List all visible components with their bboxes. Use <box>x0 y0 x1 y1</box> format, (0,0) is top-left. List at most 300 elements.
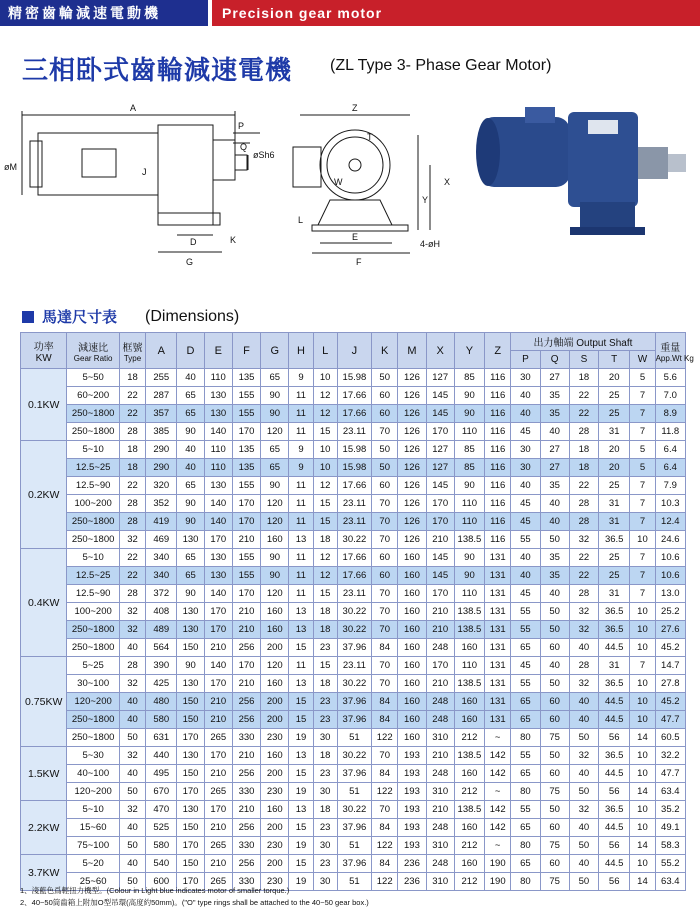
value-cell: 50 <box>569 783 598 801</box>
table-row <box>21 639 686 657</box>
value-cell: 126 <box>398 423 426 441</box>
value-cell: 37.96 <box>337 765 371 783</box>
value-cell: 116 <box>485 369 511 387</box>
value-cell: 12 <box>313 549 337 567</box>
value-cell: 110 <box>454 585 484 603</box>
value-cell: 50 <box>540 621 569 639</box>
value-cell: 138.5 <box>454 531 484 549</box>
value-cell: 40 <box>540 513 569 531</box>
value-cell: 130 <box>177 801 204 819</box>
value-cell: 36.5 <box>599 675 630 693</box>
value-cell: 55 <box>511 675 540 693</box>
value-cell: 30.22 <box>337 801 371 819</box>
value-cell: 170 <box>232 495 260 513</box>
value-cell: 116 <box>485 387 511 405</box>
value-cell: 13 <box>289 801 313 819</box>
value-cell: 40 <box>511 405 540 423</box>
value-cell: 22 <box>119 549 145 567</box>
value-cell: 32 <box>119 801 145 819</box>
value-cell: 160 <box>261 621 289 639</box>
value-cell: 145 <box>426 549 454 567</box>
value-cell: 170 <box>177 837 204 855</box>
col-Z: Z <box>485 333 511 369</box>
value-cell: 126 <box>398 477 426 495</box>
value-cell: 65 <box>177 549 204 567</box>
value-cell: 160 <box>398 621 426 639</box>
value-cell: 22 <box>119 405 145 423</box>
label-Sh6: øSh6 <box>253 150 275 160</box>
value-cell: 150 <box>177 693 204 711</box>
value-cell: 35.2 <box>655 801 685 819</box>
value-cell: 45 <box>511 585 540 603</box>
value-cell: 255 <box>146 369 177 387</box>
value-cell: 210 <box>232 675 260 693</box>
value-cell: 340 <box>146 549 177 567</box>
value-cell: 193 <box>398 801 426 819</box>
value-cell: 10 <box>630 819 655 837</box>
ratio-cell: 12.5~25 <box>67 459 119 477</box>
value-cell: 18 <box>313 603 337 621</box>
value-cell: 248 <box>426 819 454 837</box>
value-cell: 419 <box>146 513 177 531</box>
value-cell: 248 <box>426 711 454 729</box>
value-cell: 138.5 <box>454 603 484 621</box>
value-cell: 18 <box>313 801 337 819</box>
value-cell: 256 <box>232 855 260 873</box>
value-cell: 36.5 <box>599 621 630 639</box>
value-cell: 47.7 <box>655 765 685 783</box>
label-L: L <box>298 215 304 225</box>
value-cell: 155 <box>232 387 260 405</box>
value-cell: 44.5 <box>599 693 630 711</box>
value-cell: 19 <box>289 783 313 801</box>
value-cell: 36.5 <box>599 747 630 765</box>
value-cell: 170 <box>426 513 454 531</box>
value-cell: 49.1 <box>655 819 685 837</box>
value-cell: 30 <box>511 459 540 477</box>
value-cell: 11 <box>289 387 313 405</box>
value-cell: 110 <box>454 423 484 441</box>
value-cell: 55 <box>511 747 540 765</box>
value-cell: 30 <box>511 441 540 459</box>
value-cell: 265 <box>204 837 232 855</box>
value-cell: 84 <box>372 639 398 657</box>
value-cell: 63.4 <box>655 783 685 801</box>
value-cell: 45 <box>511 495 540 513</box>
value-cell: 90 <box>177 585 204 603</box>
gear-motor-photo <box>470 92 690 242</box>
value-cell: 10 <box>630 765 655 783</box>
table-row <box>21 513 686 531</box>
value-cell: 525 <box>146 819 177 837</box>
ratio-cell: 25~60 <box>67 873 119 891</box>
value-cell: 90 <box>261 405 289 423</box>
col-A: A <box>146 333 177 369</box>
value-cell: 170 <box>426 423 454 441</box>
value-cell: 70 <box>372 585 398 603</box>
value-cell: 14 <box>630 837 655 855</box>
value-cell: 23 <box>313 693 337 711</box>
value-cell: 11.8 <box>655 423 685 441</box>
footnote-2: 2、40~50筒齒箱上附加O型吊環(高度約50mm)。("O" type rings shall be attached to the 40~50 gear box.) <box>20 898 369 907</box>
value-cell: 32 <box>569 603 598 621</box>
value-cell: 10 <box>630 747 655 765</box>
value-cell: 50 <box>372 459 398 477</box>
value-cell: 13 <box>289 675 313 693</box>
value-cell: 60 <box>372 477 398 495</box>
value-cell: 130 <box>177 747 204 765</box>
col-E: E <box>204 333 232 369</box>
value-cell: 17.66 <box>337 549 371 567</box>
value-cell: 310 <box>426 873 454 891</box>
value-cell: 32 <box>119 747 145 765</box>
value-cell: 131 <box>485 675 511 693</box>
value-cell: 116 <box>485 459 511 477</box>
value-cell: 17.66 <box>337 387 371 405</box>
value-cell: 40 <box>540 495 569 513</box>
value-cell: 265 <box>204 729 232 747</box>
value-cell: 80 <box>511 837 540 855</box>
value-cell: 160 <box>398 657 426 675</box>
value-cell: 170 <box>426 585 454 603</box>
value-cell: 160 <box>454 819 484 837</box>
value-cell: 50 <box>540 603 569 621</box>
value-cell: 210 <box>426 621 454 639</box>
value-cell: 51 <box>337 873 371 891</box>
value-cell: 122 <box>372 873 398 891</box>
banner-zh: 精密齒輪減速電動機 <box>8 6 161 22</box>
table-row <box>21 495 686 513</box>
value-cell: 30 <box>313 729 337 747</box>
value-cell: 90 <box>454 549 484 567</box>
value-cell: 40 <box>540 585 569 603</box>
value-cell: 17.66 <box>337 477 371 495</box>
value-cell: 385 <box>146 423 177 441</box>
value-cell: 55.2 <box>655 855 685 873</box>
value-cell: 230 <box>261 837 289 855</box>
value-cell: 30.22 <box>337 621 371 639</box>
value-cell: 23.11 <box>337 495 371 513</box>
value-cell: 40 <box>540 657 569 675</box>
value-cell: 210 <box>232 603 260 621</box>
value-cell: 50 <box>119 873 145 891</box>
value-cell: 40 <box>119 819 145 837</box>
ratio-cell: 12.5~25 <box>67 567 119 585</box>
value-cell: 15.98 <box>337 441 371 459</box>
value-cell: 126 <box>398 495 426 513</box>
value-cell: 142 <box>485 765 511 783</box>
value-cell: 145 <box>426 405 454 423</box>
value-cell: 35 <box>540 477 569 495</box>
ratio-cell: 120~200 <box>67 693 119 711</box>
value-cell: 670 <box>146 783 177 801</box>
value-cell: 138.5 <box>454 675 484 693</box>
value-cell: 40 <box>119 639 145 657</box>
value-cell: 155 <box>232 405 260 423</box>
value-cell: 210 <box>204 855 232 873</box>
label-Z: Z <box>352 103 358 113</box>
power-cell: 0.4KW <box>21 549 67 657</box>
value-cell: 18 <box>569 459 598 477</box>
value-cell: 80 <box>511 873 540 891</box>
value-cell: 425 <box>146 675 177 693</box>
value-cell: 7.0 <box>655 387 685 405</box>
col-T: T <box>599 351 630 369</box>
value-cell: 30 <box>313 837 337 855</box>
value-cell: 32 <box>569 621 598 639</box>
value-cell: 170 <box>177 873 204 891</box>
value-cell: 35 <box>540 387 569 405</box>
value-cell: 37.96 <box>337 639 371 657</box>
value-cell: 70 <box>372 423 398 441</box>
value-cell: 170 <box>177 783 204 801</box>
value-cell: 10 <box>313 369 337 387</box>
value-cell: 28 <box>119 657 145 675</box>
value-cell: 18 <box>313 621 337 639</box>
value-cell: 56 <box>599 837 630 855</box>
value-cell: 9 <box>289 459 313 477</box>
value-cell: 32 <box>569 747 598 765</box>
value-cell: 63.4 <box>655 873 685 891</box>
table-row <box>21 531 686 549</box>
value-cell: 55 <box>511 531 540 549</box>
ratio-cell: 60~200 <box>67 387 119 405</box>
value-cell: 357 <box>146 405 177 423</box>
value-cell: 210 <box>204 711 232 729</box>
value-cell: 44.5 <box>599 765 630 783</box>
value-cell: 200 <box>261 765 289 783</box>
value-cell: 40 <box>569 765 598 783</box>
table-row <box>21 405 686 423</box>
value-cell: 80 <box>511 783 540 801</box>
value-cell: 155 <box>232 567 260 585</box>
value-cell: 30.22 <box>337 675 371 693</box>
value-cell: 25 <box>599 387 630 405</box>
label-M: øM <box>4 162 17 172</box>
value-cell: 37.96 <box>337 819 371 837</box>
value-cell: 140 <box>204 495 232 513</box>
value-cell: 10.3 <box>655 495 685 513</box>
value-cell: 160 <box>261 531 289 549</box>
ratio-cell: 250~1800 <box>67 639 119 657</box>
value-cell: 170 <box>204 621 232 639</box>
value-cell: 13 <box>289 747 313 765</box>
value-cell: 50 <box>540 531 569 549</box>
value-cell: 210 <box>204 693 232 711</box>
page-subtitle: (ZL Type 3- Phase Gear Motor) <box>330 57 552 74</box>
value-cell: 120 <box>261 495 289 513</box>
value-cell: 7 <box>630 405 655 423</box>
value-cell: 130 <box>177 531 204 549</box>
value-cell: 5 <box>630 441 655 459</box>
value-cell: 44.5 <box>599 855 630 873</box>
value-cell: 18 <box>313 675 337 693</box>
value-cell: 160 <box>454 855 484 873</box>
value-cell: 160 <box>454 765 484 783</box>
page-title: 三相卧式齒輪減速電機 <box>22 56 293 86</box>
value-cell: 7 <box>630 567 655 585</box>
value-cell: 212 <box>454 729 484 747</box>
value-cell: 27.8 <box>655 675 685 693</box>
value-cell: 35 <box>540 549 569 567</box>
value-cell: 27 <box>540 459 569 477</box>
value-cell: 44.5 <box>599 639 630 657</box>
value-cell: 116 <box>485 441 511 459</box>
value-cell: 51 <box>337 783 371 801</box>
value-cell: 23 <box>313 711 337 729</box>
value-cell: 84 <box>372 693 398 711</box>
value-cell: 65 <box>511 711 540 729</box>
ratio-cell: 75~100 <box>67 837 119 855</box>
value-cell: 122 <box>372 729 398 747</box>
value-cell: 580 <box>146 711 177 729</box>
value-cell: 160 <box>454 639 484 657</box>
value-cell: 210 <box>232 747 260 765</box>
value-cell: 210 <box>426 603 454 621</box>
col-power: 功率 KW <box>21 333 67 369</box>
value-cell: 210 <box>426 801 454 819</box>
value-cell: 18 <box>119 459 145 477</box>
value-cell: 56 <box>599 873 630 891</box>
ratio-cell: 40~100 <box>67 765 119 783</box>
ratio-cell: 250~1800 <box>67 729 119 747</box>
value-cell: 65 <box>511 855 540 873</box>
value-cell: 40 <box>177 369 204 387</box>
value-cell: 210 <box>204 639 232 657</box>
value-cell: 7 <box>630 585 655 603</box>
value-cell: 160 <box>261 801 289 819</box>
value-cell: 256 <box>232 711 260 729</box>
value-cell: 142 <box>485 819 511 837</box>
value-cell: 256 <box>232 639 260 657</box>
value-cell: 31 <box>599 423 630 441</box>
value-cell: 60.5 <box>655 729 685 747</box>
table-row <box>21 477 686 495</box>
value-cell: 28 <box>119 495 145 513</box>
value-cell: 15 <box>313 423 337 441</box>
value-cell: 50 <box>540 747 569 765</box>
value-cell: 126 <box>398 459 426 477</box>
value-cell: 23 <box>313 765 337 783</box>
value-cell: 32 <box>119 603 145 621</box>
value-cell: 127 <box>426 441 454 459</box>
value-cell: 50 <box>569 837 598 855</box>
value-cell: 25 <box>599 405 630 423</box>
value-cell: 580 <box>146 837 177 855</box>
value-cell: 10.6 <box>655 567 685 585</box>
table-row <box>21 783 686 801</box>
value-cell: 10.6 <box>655 549 685 567</box>
value-cell: 200 <box>261 711 289 729</box>
value-cell: 65 <box>261 369 289 387</box>
value-cell: 30.22 <box>337 747 371 765</box>
value-cell: 75 <box>540 729 569 747</box>
value-cell: 44.5 <box>599 819 630 837</box>
value-cell: 131 <box>485 711 511 729</box>
label-Y: Y <box>422 195 429 205</box>
value-cell: 28 <box>119 585 145 603</box>
value-cell: 160 <box>398 603 426 621</box>
value-cell: 23.11 <box>337 423 371 441</box>
value-cell: 10 <box>630 675 655 693</box>
value-cell: 236 <box>398 855 426 873</box>
value-cell: 15 <box>289 855 313 873</box>
value-cell: 110 <box>204 369 232 387</box>
value-cell: 600 <box>146 873 177 891</box>
value-cell: 22 <box>119 477 145 495</box>
value-cell: 190 <box>485 855 511 873</box>
ratio-cell: 5~25 <box>67 657 119 675</box>
value-cell: 85 <box>454 441 484 459</box>
value-cell: 120 <box>261 657 289 675</box>
dimension-drawing <box>0 95 470 270</box>
table-row <box>21 675 686 693</box>
value-cell: 23.11 <box>337 585 371 603</box>
value-cell: 372 <box>146 585 177 603</box>
value-cell: 256 <box>232 819 260 837</box>
value-cell: 90 <box>261 549 289 567</box>
value-cell: 10 <box>313 459 337 477</box>
value-cell: 23 <box>313 639 337 657</box>
value-cell: 13 <box>289 621 313 639</box>
value-cell: 130 <box>204 567 232 585</box>
value-cell: 65 <box>511 765 540 783</box>
value-cell: 116 <box>485 405 511 423</box>
ratio-cell: 5~10 <box>67 549 119 567</box>
value-cell: 330 <box>232 729 260 747</box>
value-cell: 60 <box>540 639 569 657</box>
value-cell: 40 <box>119 855 145 873</box>
value-cell: 256 <box>232 765 260 783</box>
value-cell: 131 <box>485 549 511 567</box>
value-cell: 23 <box>313 819 337 837</box>
value-cell: 90 <box>177 423 204 441</box>
value-cell: 160 <box>398 693 426 711</box>
ratio-cell: 5~30 <box>67 747 119 765</box>
label-A: A <box>130 103 137 113</box>
label-G: G <box>186 257 194 267</box>
value-cell: 15.98 <box>337 369 371 387</box>
value-cell: 120 <box>261 585 289 603</box>
value-cell: 23.11 <box>337 657 371 675</box>
value-cell: 330 <box>232 873 260 891</box>
value-cell: 6.4 <box>655 441 685 459</box>
value-cell: 10 <box>313 441 337 459</box>
value-cell: 65 <box>177 405 204 423</box>
heading-square-icon <box>22 311 34 323</box>
col-J: J <box>337 333 371 369</box>
value-cell: 18 <box>313 531 337 549</box>
value-cell: 170 <box>232 657 260 675</box>
dimensions-table <box>20 332 694 891</box>
col-Q: Q <box>540 351 569 369</box>
ratio-cell: 250~1800 <box>67 621 119 639</box>
value-cell: 126 <box>398 369 426 387</box>
value-cell: 40 <box>119 711 145 729</box>
value-cell: 65 <box>511 639 540 657</box>
value-cell: 28 <box>569 513 598 531</box>
value-cell: 47.7 <box>655 711 685 729</box>
value-cell: 14 <box>630 783 655 801</box>
value-cell: 22 <box>569 405 598 423</box>
value-cell: 135 <box>232 369 260 387</box>
value-cell: 45 <box>511 513 540 531</box>
value-cell: 90 <box>454 405 484 423</box>
value-cell: 110 <box>454 657 484 675</box>
value-cell: 130 <box>177 675 204 693</box>
value-cell: 7 <box>630 477 655 495</box>
value-cell: 36.5 <box>599 531 630 549</box>
